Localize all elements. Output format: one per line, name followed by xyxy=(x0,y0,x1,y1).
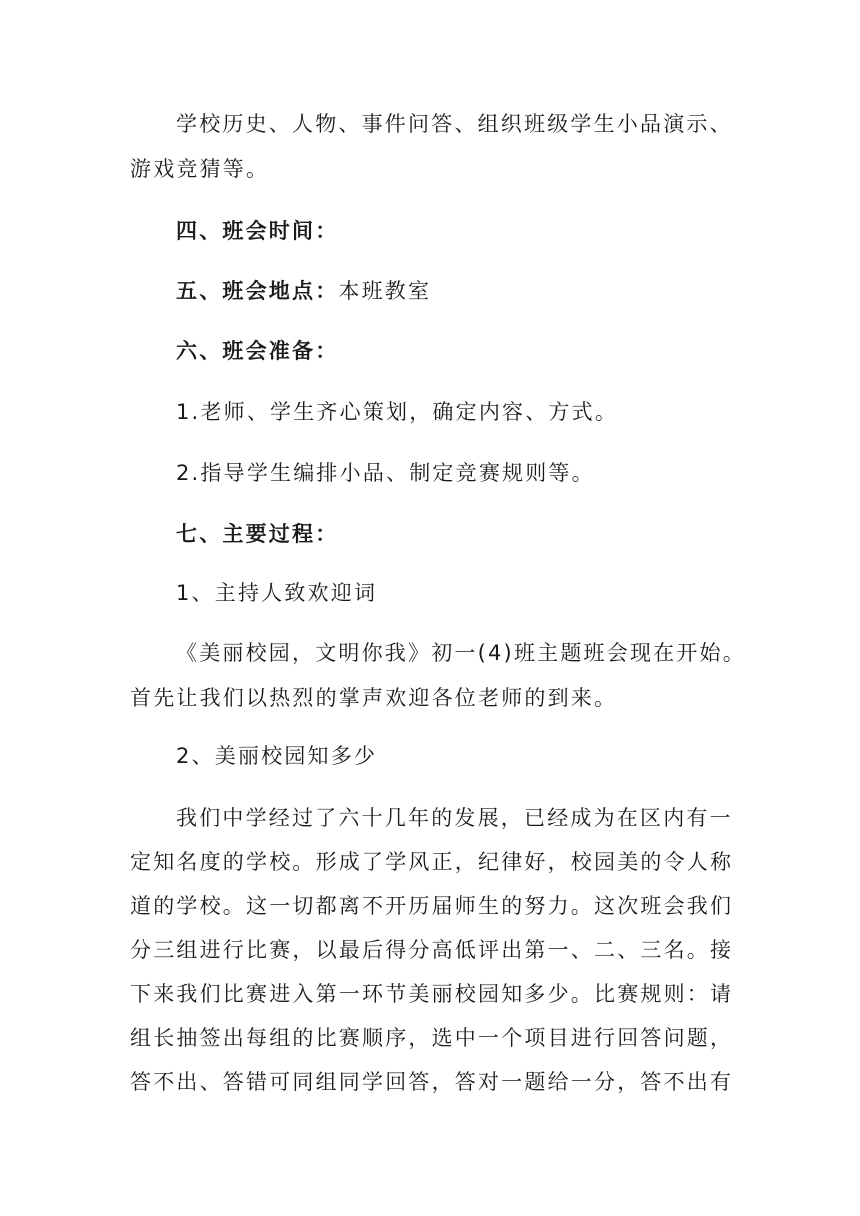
list-item: 2.指导学生编排小品、制定竞赛规则等。 xyxy=(176,461,595,485)
paragraph-line: 游戏竞猜等。 xyxy=(130,157,270,181)
paragraph-line: 首先让我们以热烈的掌声欢迎各位老师的到来。 xyxy=(130,686,618,710)
section-heading-location xyxy=(176,276,431,306)
paragraph-line: 定知名度的学校。形成了学风正，纪律好，校园美的令人称 xyxy=(130,850,734,874)
paragraph-line: 学校历史、人物、事件问答、组织班级学生小品演示、 xyxy=(176,112,733,136)
paragraph-line: 组长抽签出每组的比赛顺序，选中一个项目进行回答问题， xyxy=(130,1026,734,1050)
paragraph-line: 我们中学经过了六十几年的发展，已经成为在区内有一 xyxy=(176,806,733,830)
section-heading-label: 五、班会地点： xyxy=(176,279,339,303)
list-item: 1.老师、学生齐心策划，确定内容、方式。 xyxy=(176,400,619,424)
step-heading: 2、美丽校园知多少 xyxy=(176,744,378,768)
section-heading-process: 七、主要过程： xyxy=(176,522,339,546)
step-heading: 1、主持人致欢迎词 xyxy=(176,581,378,605)
paragraph-line: 下来我们比赛进入第一环节美丽校园知多少。比赛规则：请 xyxy=(130,982,734,1006)
paragraph-line: 答不出、答错可同组同学回答，答对一题给一分，答不出有 xyxy=(130,1070,734,1094)
paragraph-line: 《美丽校园，文明你我》初一(4)班主题班会现在开始。 xyxy=(176,641,746,665)
section-heading-value: 本班教室 xyxy=(338,279,432,303)
paragraph-line: 分三组进行比赛，以最后得分高低评出第一、二、三名。接 xyxy=(130,938,734,962)
section-heading-time: 四、班会时间： xyxy=(176,219,339,243)
section-heading-preparation: 六、班会准备： xyxy=(176,339,339,363)
paragraph-line: 道的学校。这一切都离不开历届师生的努力。这次班会我们 xyxy=(130,894,734,918)
